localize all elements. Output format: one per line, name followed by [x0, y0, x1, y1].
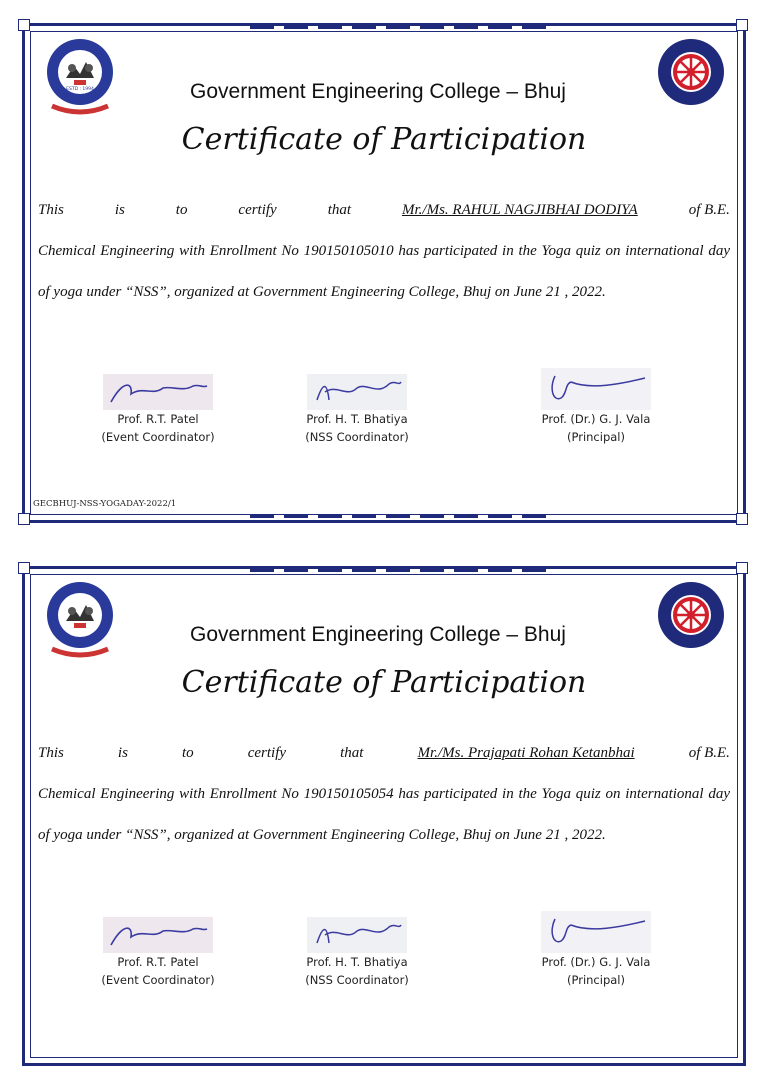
participation-details: Chemical Engineering with Enrollment No 190150105054 has participated in the Yoga quiz on international day of yoga under “NSS”, organized at Government Engineering College, Bhuj on June 21 , 2022.: [38, 786, 730, 843]
signatory-principal: Prof. (Dr.) G. J. Vala (Principal): [506, 911, 686, 989]
signatory-event-coordinator: Prof. R.T. Patel (Event Coordinator): [68, 374, 248, 446]
reference-number: GECBHUJ-NSS-YOGADAY-2022/1: [33, 499, 177, 509]
signature-patel-icon: [103, 917, 213, 953]
signature-patel-icon: [103, 374, 213, 410]
certificate-body: This is to certify that Mr./Ms. Prajapati Rohan Ketanbhai of B.E. Chemical Engineering with Enrollment No 190150105054 has participated in the Yoga quiz on international day of yoga under “NSS”, organized at Government Engineering College, Bhuj on June 21 , 2022.: [38, 733, 730, 856]
svg-text:ESTD : 1994: ESTD : 1994: [66, 87, 94, 92]
signature-bhatiya-icon: [307, 374, 407, 410]
signature-bhatiya-icon: [307, 917, 407, 953]
certificate-title: Certificate of Participation: [181, 665, 587, 700]
participant-name: Mr./Ms. Prajapati Rohan Ketanbhai: [417, 745, 635, 761]
gec-bhuj-emblem-icon: [44, 581, 116, 659]
signatory-event-coordinator: Prof. R.T. Patel (Event Coordinator): [68, 917, 248, 989]
signature-vala-icon: [541, 368, 651, 410]
certificate-body: This is to certify that Mr./Ms. RAHUL NAGJIBHAI DODIYA of B.E. Chemical Engineering with Enrollment No 190150105010 has participated in the Yoga quiz on international day of yoga under “NSS”, organized at Government Engineering College, Bhuj on June 21 , 2022.: [38, 190, 730, 313]
college-name: Government Engineering College – Bhuj: [190, 623, 566, 646]
college-logo: [44, 581, 116, 663]
gec-bhuj-emblem-icon: [44, 38, 116, 116]
signatory-principal: Prof. (Dr.) G. J. Vala (Principal): [506, 368, 686, 446]
participant-name: Mr./Ms. RAHUL NAGJIBHAI DODIYA: [401, 202, 638, 218]
certificate-title: Certificate of Participation: [181, 122, 587, 157]
signature-vala-icon: [541, 911, 651, 953]
college-logo: [44, 38, 116, 120]
signatory-nss-coordinator: Prof. H. T. Bhatiya (NSS Coordinator): [267, 374, 447, 446]
college-name: Government Engineering College – Bhuj: [190, 80, 566, 103]
participation-details: Chemical Engineering with Enrollment No 190150105010 has participated in the Yoga quiz on international day of yoga under “NSS”, organized at Government Engineering College, Bhuj on June 21 , 2022.: [38, 243, 730, 300]
signatory-nss-coordinator: Prof. H. T. Bhatiya (NSS Coordinator): [267, 917, 447, 989]
